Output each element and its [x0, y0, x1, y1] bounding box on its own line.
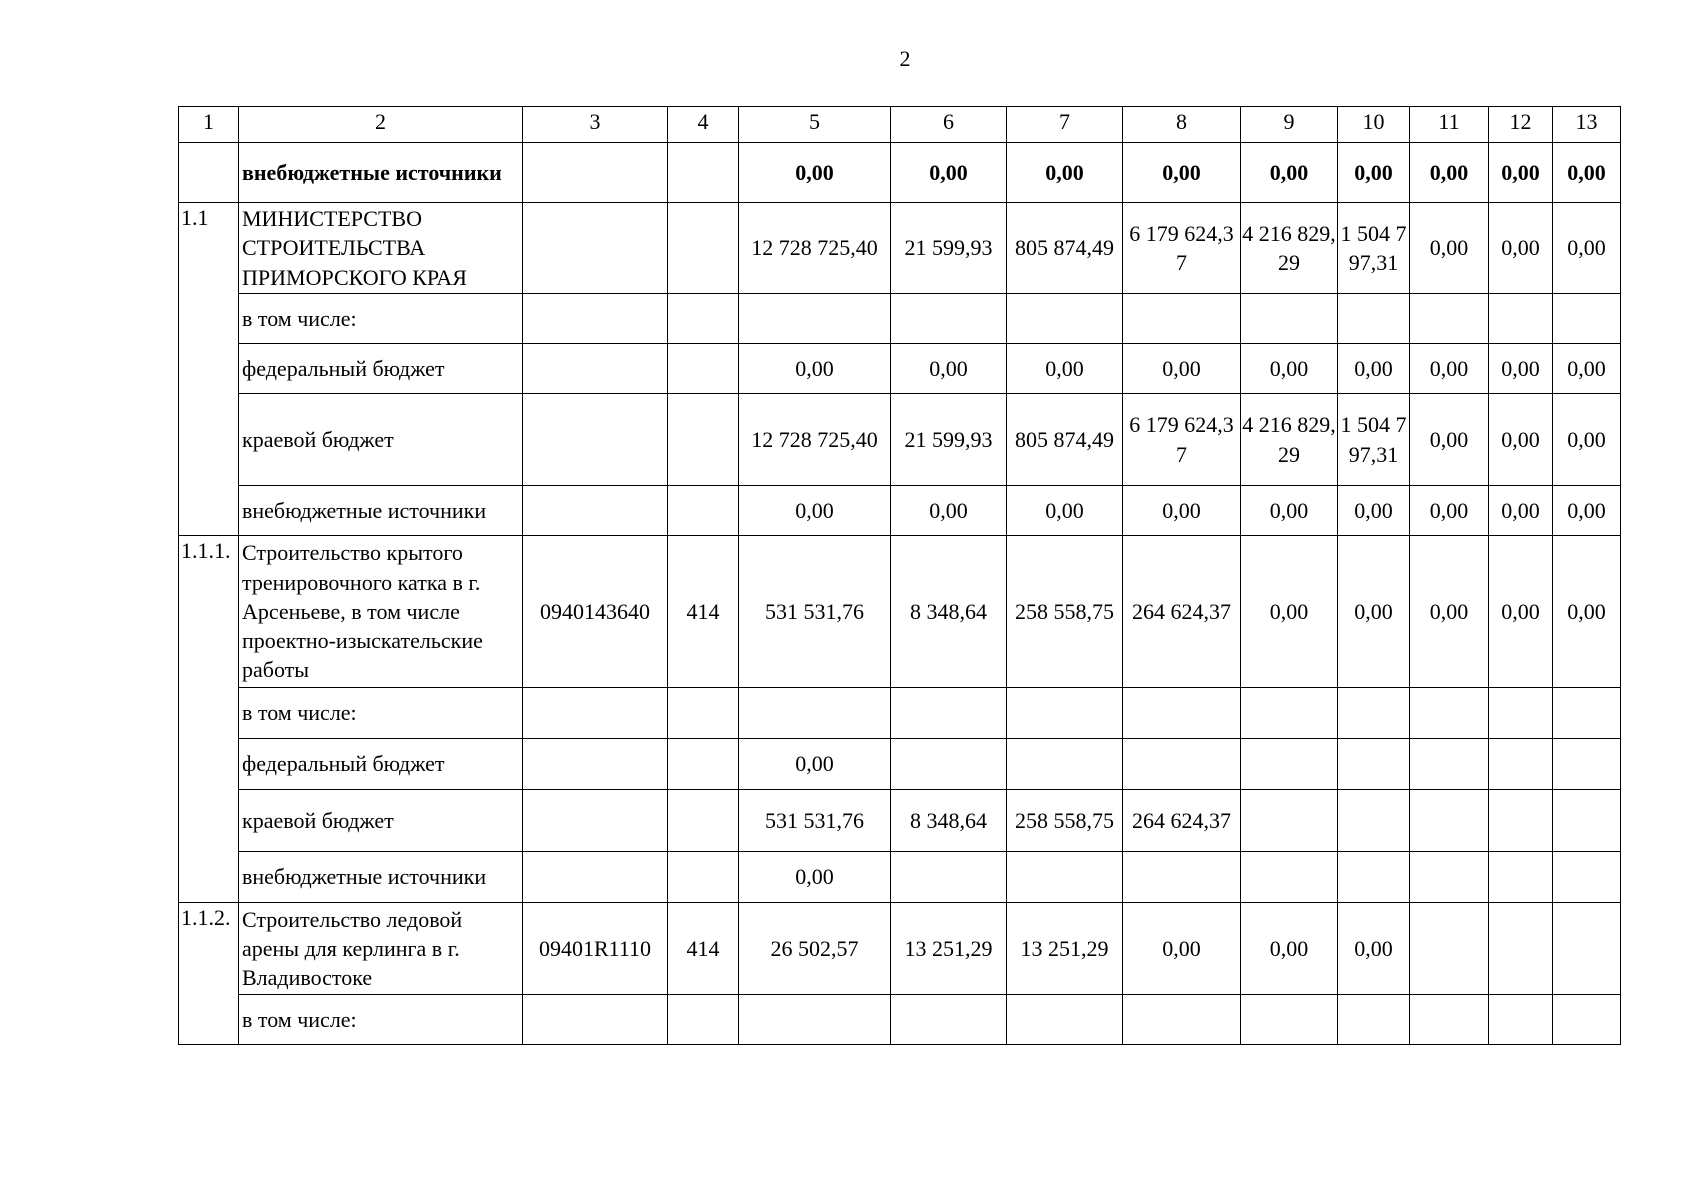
row-kvr [668, 344, 739, 394]
row-value: 8 348,64 [891, 536, 1007, 688]
row-value: 0,00 [1338, 903, 1410, 995]
row-value: 0,00 [1123, 143, 1241, 203]
row-value: 0,00 [1553, 203, 1621, 294]
row-value: 0,00 [1241, 344, 1338, 394]
row-value: 0,00 [1007, 143, 1123, 203]
row-value [1410, 903, 1489, 995]
row-value [1338, 852, 1410, 903]
column-header: 12 [1489, 107, 1553, 143]
row-name: краевой бюджет [239, 394, 523, 486]
row-value: 1 504 797,31 [1338, 203, 1410, 294]
row-value: 0,00 [1241, 486, 1338, 536]
table-row [179, 739, 1621, 790]
table-row [179, 294, 1621, 344]
row-value [1241, 852, 1338, 903]
row-value: 0,00 [1123, 344, 1241, 394]
row-value: 0,00 [1338, 344, 1410, 394]
row-value: 0,00 [1241, 143, 1338, 203]
row-value: 8 348,64 [891, 790, 1007, 852]
row-value: 4 216 829,29 [1241, 394, 1338, 486]
row-name: Строительство крытого тренировочного катка в г. Арсеньеве, в том числе проектно-изыскательские работы [239, 536, 523, 688]
row-value: 258 558,75 [1007, 790, 1123, 852]
row-value: 0,00 [1007, 344, 1123, 394]
row-value: 0,00 [739, 143, 891, 203]
row-value: 531 531,76 [739, 790, 891, 852]
row-value [739, 688, 891, 739]
row-value: 6 179 624,37 [1123, 394, 1241, 486]
row-kvr [668, 739, 739, 790]
table-row [179, 536, 1621, 688]
row-value [1241, 688, 1338, 739]
row-value: 12 728 725,40 [739, 203, 891, 294]
column-header: 11 [1410, 107, 1489, 143]
row-value: 264 624,37 [1123, 790, 1241, 852]
row-value: 26 502,57 [739, 903, 891, 995]
row-value [1489, 852, 1553, 903]
row-value [1123, 688, 1241, 739]
row-value: 0,00 [739, 486, 891, 536]
column-header: 5 [739, 107, 891, 143]
row-code [523, 344, 668, 394]
row-value [1553, 688, 1621, 739]
row-name: федеральный бюджет [239, 344, 523, 394]
row-value [891, 995, 1007, 1045]
table-row [179, 995, 1621, 1045]
row-name: внебюджетные источники [239, 486, 523, 536]
row-value: 4 216 829,29 [1241, 203, 1338, 294]
row-value [1123, 852, 1241, 903]
column-header: 10 [1338, 107, 1410, 143]
row-value: 0,00 [739, 344, 891, 394]
row-value [1489, 995, 1553, 1045]
row-value: 0,00 [1123, 903, 1241, 995]
row-value: 0,00 [1489, 143, 1553, 203]
row-value [1489, 790, 1553, 852]
row-value [1123, 995, 1241, 1045]
row-kvr: 414 [668, 536, 739, 688]
row-value: 1 504 797,31 [1338, 394, 1410, 486]
row-value [1489, 739, 1553, 790]
table-row [179, 852, 1621, 903]
row-code [523, 143, 668, 203]
column-header: 6 [891, 107, 1007, 143]
row-value: 0,00 [1338, 143, 1410, 203]
row-value [1241, 995, 1338, 1045]
row-value [1489, 903, 1553, 995]
column-header: 2 [239, 107, 523, 143]
row-value [1123, 294, 1241, 344]
row-index: 1.1.1. [179, 536, 239, 903]
row-value: 0,00 [1410, 536, 1489, 688]
column-header: 4 [668, 107, 739, 143]
row-value [1338, 790, 1410, 852]
row-value: 0,00 [1410, 344, 1489, 394]
row-value: 0,00 [891, 344, 1007, 394]
row-value [1241, 739, 1338, 790]
row-value [1410, 995, 1489, 1045]
row-code [523, 852, 668, 903]
row-value: 0,00 [1338, 536, 1410, 688]
table-row [179, 203, 1621, 294]
row-value: 0,00 [891, 486, 1007, 536]
row-value: 0,00 [1489, 536, 1553, 688]
row-value: 0,00 [1241, 536, 1338, 688]
row-value: 0,00 [1553, 394, 1621, 486]
row-value: 0,00 [891, 143, 1007, 203]
row-value: 0,00 [1338, 486, 1410, 536]
row-value [891, 294, 1007, 344]
row-value [1338, 739, 1410, 790]
row-value: 6 179 624,37 [1123, 203, 1241, 294]
page-number: 2 [899, 46, 911, 71]
row-value: 0,00 [739, 739, 891, 790]
budget-table [178, 106, 1621, 1045]
row-value [1553, 739, 1621, 790]
row-value: 531 531,76 [739, 536, 891, 688]
row-value [1410, 688, 1489, 739]
row-value [1338, 294, 1410, 344]
row-kvr [668, 143, 739, 203]
row-code [523, 995, 668, 1045]
row-value [891, 852, 1007, 903]
row-value [1123, 739, 1241, 790]
table-row [179, 394, 1621, 486]
row-value [891, 739, 1007, 790]
row-name: внебюджетные источники [239, 852, 523, 903]
table-row [179, 790, 1621, 852]
row-value: 0,00 [1553, 536, 1621, 688]
row-value [1410, 790, 1489, 852]
row-value: 0,00 [1489, 203, 1553, 294]
column-header: 1 [179, 107, 239, 143]
row-kvr [668, 394, 739, 486]
row-value: 13 251,29 [891, 903, 1007, 995]
row-kvr [668, 852, 739, 903]
row-name: внебюджетные источники [239, 143, 523, 203]
row-value: 21 599,93 [891, 394, 1007, 486]
column-header: 13 [1553, 107, 1621, 143]
row-value: 0,00 [1553, 486, 1621, 536]
column-header: 3 [523, 107, 668, 143]
row-value: 0,00 [1489, 394, 1553, 486]
row-value [1007, 739, 1123, 790]
row-code [523, 294, 668, 344]
row-value: 0,00 [1410, 394, 1489, 486]
row-value [891, 688, 1007, 739]
row-value [1489, 688, 1553, 739]
column-header: 8 [1123, 107, 1241, 143]
row-value [1553, 294, 1621, 344]
row-code: 0940143640 [523, 536, 668, 688]
row-value: 0,00 [739, 852, 891, 903]
row-value: 13 251,29 [1007, 903, 1123, 995]
row-value: 805 874,49 [1007, 394, 1123, 486]
row-kvr [668, 294, 739, 344]
row-code [523, 739, 668, 790]
row-value: 0,00 [1123, 486, 1241, 536]
row-name: краевой бюджет [239, 790, 523, 852]
row-value [1410, 739, 1489, 790]
row-value [1241, 790, 1338, 852]
row-value [1007, 294, 1123, 344]
row-value [1007, 852, 1123, 903]
row-index: 1.1 [179, 203, 239, 536]
row-kvr [668, 688, 739, 739]
row-value: 0,00 [1553, 143, 1621, 203]
row-kvr [668, 790, 739, 852]
row-value [1007, 688, 1123, 739]
row-value: 258 558,75 [1007, 536, 1123, 688]
table-row [179, 688, 1621, 739]
row-value: 264 624,37 [1123, 536, 1241, 688]
row-value [1007, 995, 1123, 1045]
row-value: 0,00 [1410, 143, 1489, 203]
row-value [1338, 995, 1410, 1045]
row-code [523, 203, 668, 294]
row-value: 21 599,93 [891, 203, 1007, 294]
row-value [1553, 852, 1621, 903]
row-value [1553, 995, 1621, 1045]
row-code: 09401R1110 [523, 903, 668, 995]
row-value: 0,00 [1241, 903, 1338, 995]
row-code [523, 688, 668, 739]
row-code [523, 486, 668, 536]
row-value: 0,00 [1489, 486, 1553, 536]
row-value: 0,00 [1553, 344, 1621, 394]
row-value [739, 294, 891, 344]
row-index [179, 143, 239, 203]
row-value [1410, 294, 1489, 344]
row-code [523, 394, 668, 486]
table-row [179, 344, 1621, 394]
row-value [1553, 903, 1621, 995]
row-value [739, 995, 891, 1045]
row-value: 0,00 [1489, 344, 1553, 394]
row-name: в том числе: [239, 688, 523, 739]
row-value: 0,00 [1007, 486, 1123, 536]
table-row [179, 903, 1621, 995]
column-header: 7 [1007, 107, 1123, 143]
row-value [1410, 852, 1489, 903]
row-index: 1.1.2. [179, 903, 239, 1045]
row-kvr [668, 203, 739, 294]
row-value [1553, 790, 1621, 852]
row-value: 12 728 725,40 [739, 394, 891, 486]
header-row [179, 107, 1621, 143]
row-kvr: 414 [668, 903, 739, 995]
row-value [1489, 294, 1553, 344]
row-kvr [668, 995, 739, 1045]
row-value: 805 874,49 [1007, 203, 1123, 294]
row-name: федеральный бюджет [239, 739, 523, 790]
row-name: в том числе: [239, 995, 523, 1045]
table-row [179, 486, 1621, 536]
row-name: Строительство ледовой арены для керлинга в г. Владивостоке [239, 903, 523, 995]
row-name: в том числе: [239, 294, 523, 344]
row-code [523, 790, 668, 852]
row-name: МИНИСТЕРСТВО СТРОИТЕЛЬСТВА ПРИМОРСКОГО КРАЯ [239, 203, 523, 294]
table-row [179, 143, 1621, 203]
column-header: 9 [1241, 107, 1338, 143]
row-value: 0,00 [1410, 203, 1489, 294]
row-value: 0,00 [1410, 486, 1489, 536]
row-kvr [668, 486, 739, 536]
row-value [1241, 294, 1338, 344]
row-value [1338, 688, 1410, 739]
